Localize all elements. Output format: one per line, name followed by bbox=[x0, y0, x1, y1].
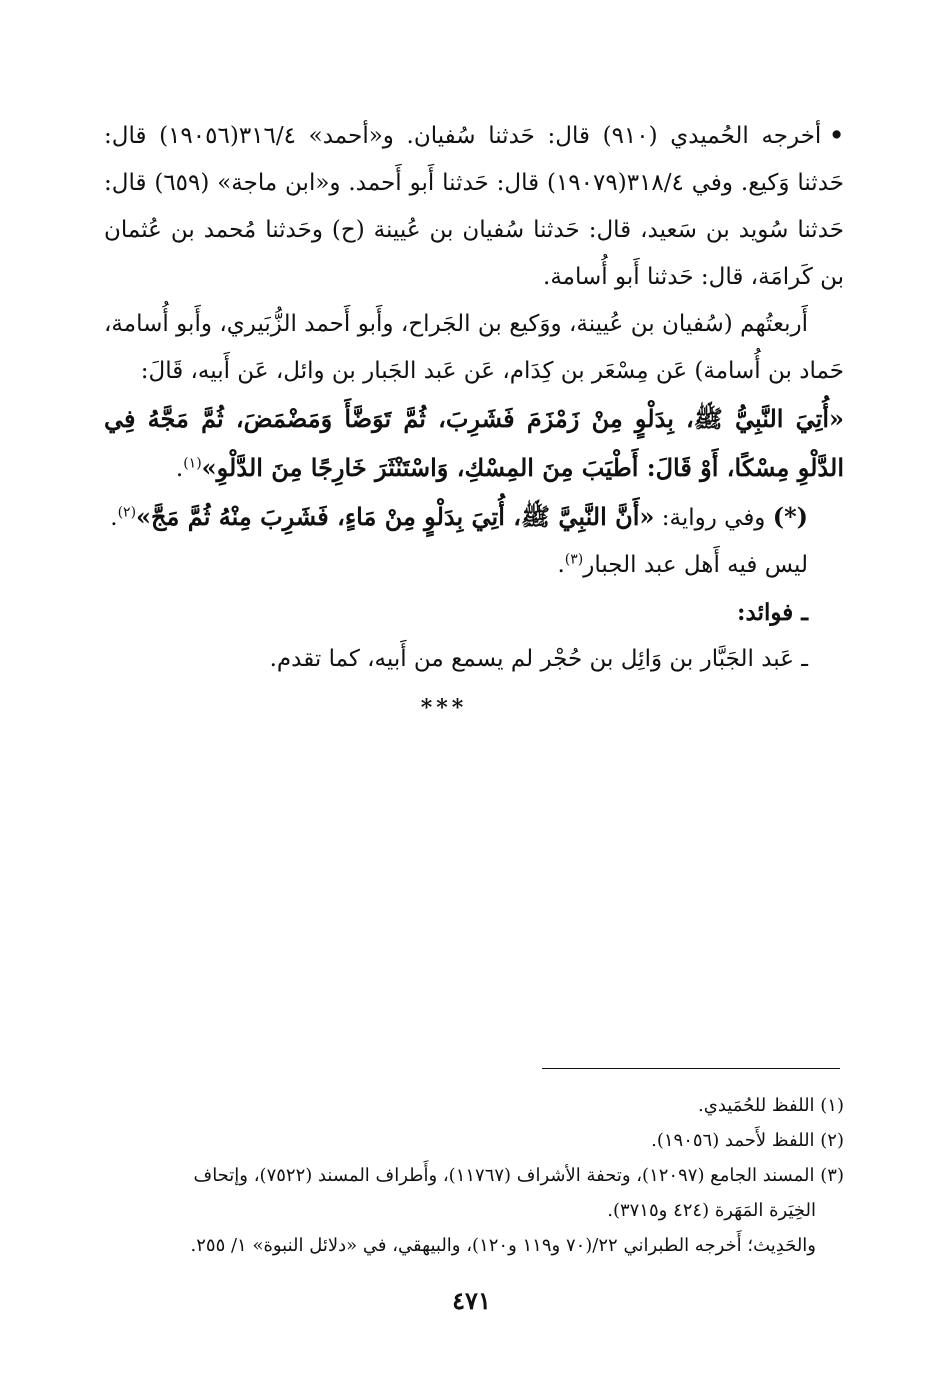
asterisk-marker: (*) bbox=[772, 502, 808, 531]
laysa-paragraph bbox=[104, 542, 844, 589]
riwaya-intro: وفي رواية: bbox=[661, 505, 766, 531]
footnote-ref-1[interactable]: (١) bbox=[183, 455, 202, 472]
riwaya-paragraph bbox=[104, 493, 844, 542]
bullet-icon: • bbox=[829, 122, 844, 149]
hadith-end: . bbox=[175, 456, 184, 482]
footnote-ref-3[interactable]: (٣) bbox=[564, 551, 584, 568]
narrators-paragraph: أَربعتُهم (سُفيان بن عُيينة، ووَكيع بن الجَراح، وأَبو أَحمد الزُّبَيري، وأَبو أُسامة، حَماد بن أُسامة) عَن مِسْعَر بن كِدَام، عَن عَبد الجَبار بن وائل، عَن أَبيه، قَالَ: bbox=[104, 311, 844, 384]
hadith-text: «أُتِيَ النَّبِيُّ ﷺ، بِدَلْوٍ مِنْ زَمْزَمَ فَشَرِبَ، ثُمَّ تَوَضَّأَ وَمَضْمَضَ، ثُمَّ مَجَّهُ فِي الدَّلْوِ مِسْكًا، أَوْ قَالَ: أَطْيَبَ مِنَ المِسْكِ، وَاسْتَنْثَرَ خَارِجًا مِنَ الدَّلْوِ» bbox=[104, 404, 844, 482]
page-number: ٤٧١ bbox=[452, 1286, 491, 1315]
riwaya-end: . bbox=[110, 505, 118, 531]
footnote-divider bbox=[542, 1068, 840, 1069]
footnote-3: (٣) المسند الجامع (١٢٠٩٧)، وتحفة الأشراف (١١٧٦٧)، وأَطراف المسند (٧٥٢٢)، وإتحاف bbox=[193, 1165, 844, 1186]
section-separator-stars: *** bbox=[420, 695, 468, 721]
footnote-1: (١) اللفظ للحُمَيدي. bbox=[698, 1095, 844, 1116]
footnote-3-continued: الخِيَرة المَهَرة (٤٢٤ و٣٧١٥). bbox=[607, 1200, 816, 1221]
main-text bbox=[104, 112, 844, 732]
laysa-text: ليس فيه أَهل عبد الجبار bbox=[583, 552, 808, 578]
laysa-end: . bbox=[557, 552, 565, 578]
footnotes bbox=[104, 1088, 844, 1263]
footnote-3-hadith-note: والحَدِيث؛ أَخرجه الطبراني ٢٢/(٧٠ و١١٩ و١٢٠)، والبيهقي، في «دلائل النبوة» ١/ ٢٥٥. bbox=[190, 1235, 816, 1256]
riwaya-text: «أَنَّ النَّبِيَّ ﷺ، أُتِيَ بِدَلْوٍ مِنْ مَاءٍ، فَشَرِبَ مِنْهُ ثُمَّ مَجَّ» bbox=[136, 502, 655, 531]
fawaid-item: ـ عَبد الجَبَّار بن وَائِل بن حُجْر لم يسمع من أَبيه، كما تقدم. bbox=[269, 646, 808, 672]
takhrij-text: أخرجه الحُميدي (٩١٠) قال: حَدثنا سُفيان. و«أحمد» ٣١٦/٤(١٩٠٥٦) قال: حَدثنا وَكيع. وفي ٣١٨/٤(١٩٠٧٩) قال: حَدثنا أَبو أَحمد. و«ابن ماجة» (٦٥٩) قال: حَدثنا سُويد بن سَعيد، قال: حَدثنا سُفيان بن عُيينة (ح) وحَدثنا مُحمد بن عُثمان بن كَرامَة، قال: حَدثنا أَبو أُسامة. bbox=[104, 123, 844, 290]
hadith-paragraph bbox=[104, 395, 844, 493]
footnote-2: (٢) اللفظ لأَحمد (١٩٠٥٦). bbox=[651, 1130, 844, 1151]
fawaid-heading: ـ فوائد: bbox=[737, 599, 808, 626]
takhrij-paragraph bbox=[104, 112, 844, 301]
footnote-ref-2[interactable]: (٢) bbox=[117, 504, 137, 521]
